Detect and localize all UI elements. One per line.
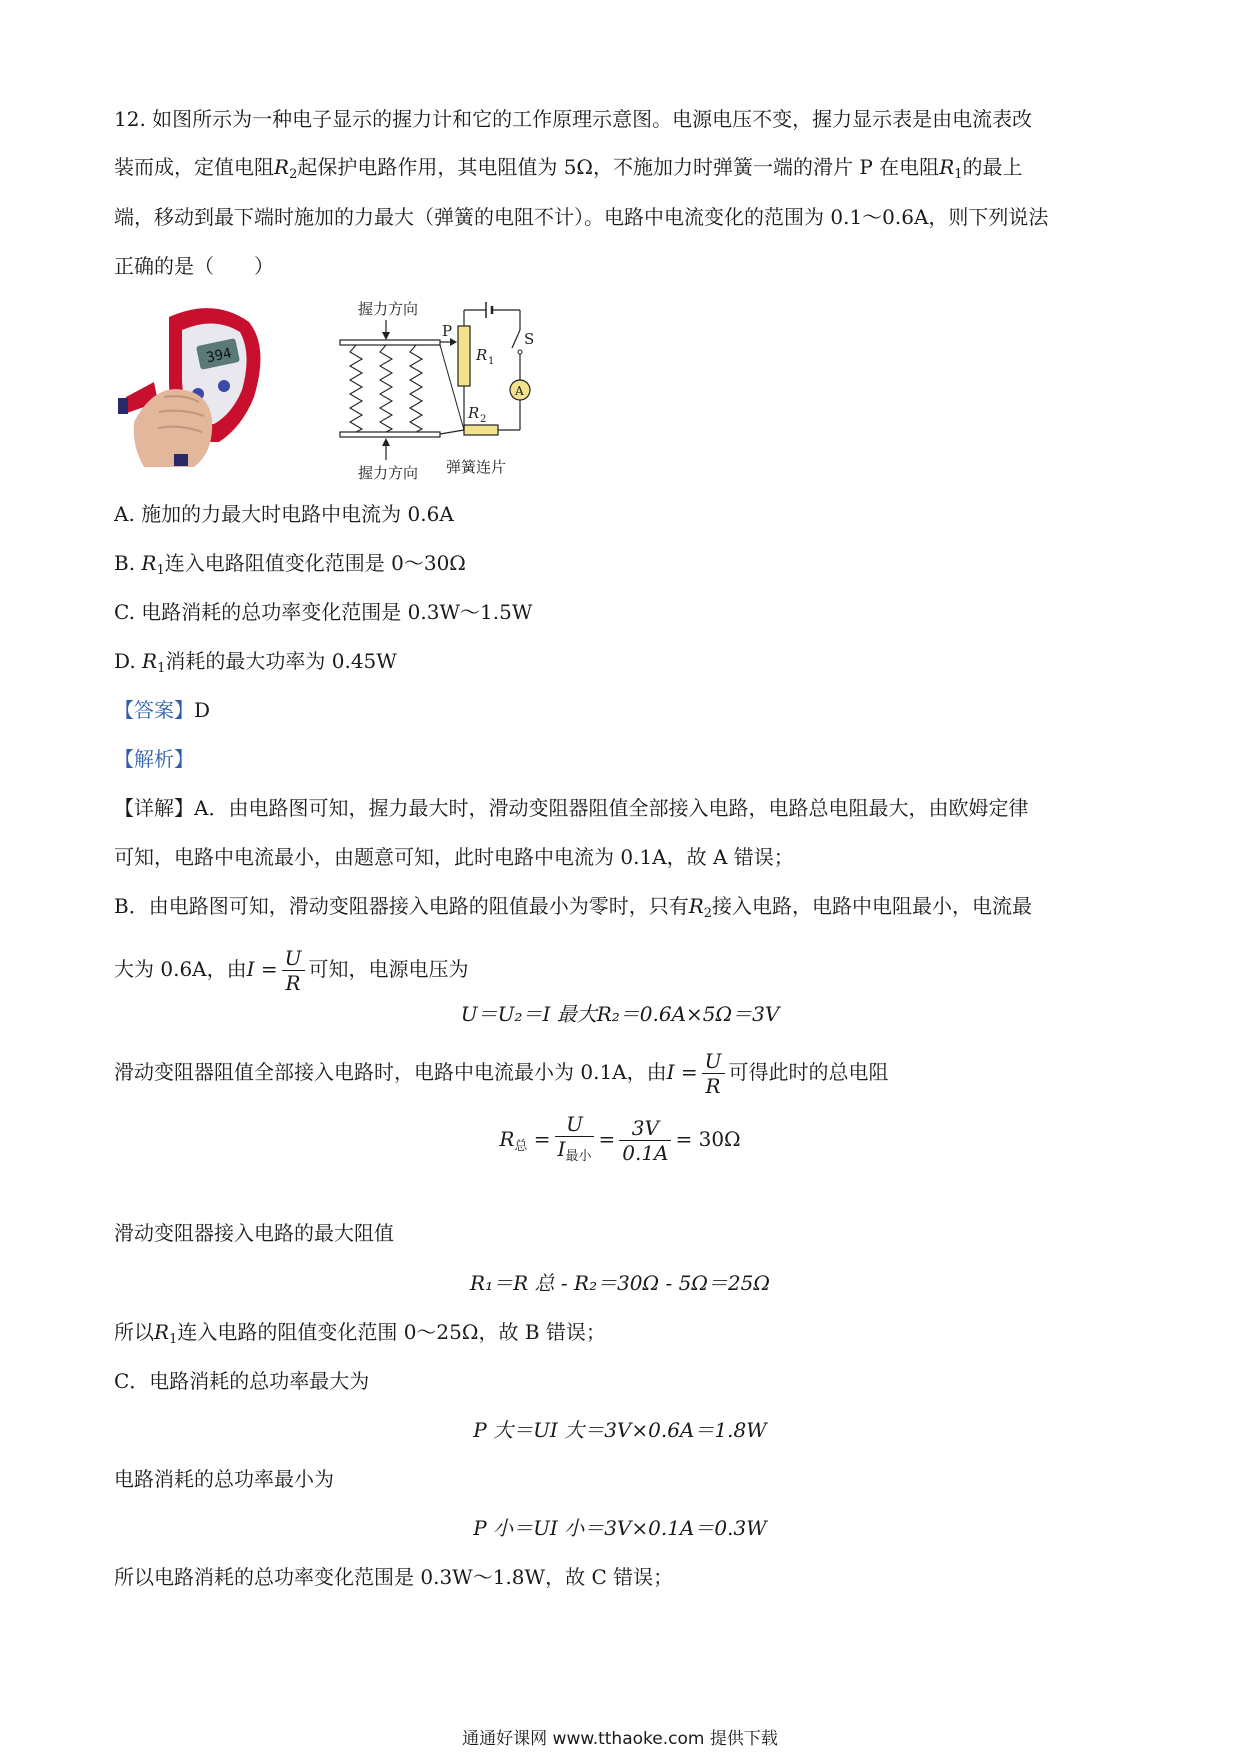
var-r: R (141, 551, 157, 575)
answer-value: D (194, 698, 211, 722)
var-r: R (154, 1320, 170, 1344)
text: 可知，电源电压为 (308, 957, 469, 981)
equation-3: R₁＝R 总 - R₂＝30Ω - 5Ω＝25Ω (470, 1271, 770, 1295)
var-r: R (499, 1127, 515, 1151)
var-i: I (557, 1137, 566, 1161)
fraction-u-over-imin (555, 1112, 595, 1169)
fraction-u-over-r (282, 946, 305, 995)
text: 大为 0.6A，由 (114, 957, 247, 981)
var-i: I (666, 1060, 675, 1084)
equals: = (680, 1060, 698, 1084)
text: 的最上 (962, 155, 1023, 179)
force-direction-top-label: 握力方向 (358, 300, 419, 318)
equation-4: P 大＝UI 大＝3V×0.6A＝1.8W (473, 1418, 767, 1442)
option-b (114, 549, 466, 585)
den: R (705, 1074, 721, 1098)
answer-tag: 【答案】 (114, 698, 194, 722)
num: U (555, 1112, 595, 1137)
detail-b-line-1 (114, 892, 1032, 928)
text: B．由电路图可知，滑动变阻器接入电路的阻值最小为零时，只有 (114, 894, 689, 918)
var-i: I (246, 957, 255, 981)
r1-sub: 1 (488, 356, 495, 367)
equation-2 (0, 1112, 1240, 1174)
slider-p-label: P (442, 322, 453, 340)
sub: 总 (514, 1139, 528, 1154)
sub: 1 (954, 167, 963, 182)
num: 3V (619, 1116, 671, 1141)
den: 0.1A (622, 1141, 669, 1165)
ammeter-a-label: A (515, 384, 524, 398)
equals: = (598, 1127, 616, 1151)
sub: 1 (157, 661, 166, 676)
detail-a-line-1 (114, 794, 1028, 822)
text: B. (114, 551, 142, 575)
text: 消耗的最大功率为 0.45W (165, 649, 397, 673)
question-line-3: 端，移动到最下端时施加的力最大（弹簧的电阻不计）。电路中电流变化的范围为 0.1～0.6A，则下列说法 (114, 205, 1049, 229)
detail-c-line-1: C．电路消耗的总功率最大为 (114, 1369, 370, 1393)
var-r: R (142, 649, 158, 673)
var-r: R (688, 894, 704, 918)
switch-s-label: S (524, 330, 535, 348)
text: 连入电路的阻值变化范围 0～25Ω，故 B 错误； (177, 1320, 606, 1344)
text: 起保护电路作用，其电阻值为 5Ω，不施加力时弹簧一端的滑片 P 在电阻 (297, 155, 940, 179)
circuit-diagram (336, 300, 566, 484)
text: 所以 (114, 1320, 154, 1344)
footer-watermark: 通通好课网 www.tthaoke.com 提供下载 (462, 1729, 778, 1749)
text: A．由电路图可知，握力最大时，滑动变阻器阻值全部接入电路，电路总电阻最大，由欧姆定律 (194, 796, 1029, 820)
text: D. (114, 649, 143, 673)
sub: 1 (169, 1332, 178, 1347)
var-r: R (939, 155, 955, 179)
var-r: R (274, 155, 290, 179)
equation-5: P 小＝UI 小＝3V×0.1A＝0.3W (473, 1516, 767, 1540)
sub: 2 (289, 167, 298, 182)
text: 可得此时的总电阻 (728, 1060, 889, 1084)
den: R (285, 971, 301, 995)
r2-label: R (468, 404, 480, 422)
question-line-4: 正确的是（ ） (114, 254, 274, 278)
text: 接入电路，电路中电阻最小，电流最 (712, 894, 1033, 918)
den (555, 1137, 595, 1169)
text: 连入电路阻值变化范围是 0～30Ω (164, 551, 466, 575)
detail-tag: 【详解】 (114, 796, 194, 820)
analysis-tag: 【解析】 (114, 747, 194, 771)
sub: 最小 (565, 1149, 592, 1164)
detail-a-line-2: 可知，电路中电流最小，由题意可知，此时电路中电流为 0.1A，故 A 错误； (114, 845, 794, 869)
text: 装而成，定值电阻 (114, 155, 274, 179)
answer (114, 696, 210, 724)
option-a: A. 施加的力最大时电路中电流为 0.6A (114, 502, 454, 526)
question-line-1: 12. 如图所示为一种电子显示的握力计和它的工作原理示意图。电源电压不变，握力显示表是由电流表改 (114, 107, 1033, 131)
detail-b-line-3 (114, 1045, 889, 1099)
num: U (702, 1049, 725, 1074)
equals: = (260, 957, 278, 981)
display-reading: 394 (205, 345, 234, 367)
grip-dynamometer-photo (114, 302, 274, 472)
r1-label: R (476, 346, 488, 364)
fraction-3v-over-01a (619, 1116, 671, 1165)
option-c: C. 电路消耗的总功率变化范围是 0.3W～1.5W (114, 600, 533, 624)
detail-b-line-4: 滑动变阻器接入电路的最大阻值 (114, 1221, 394, 1245)
spring-connector-label: 弹簧连片 (446, 458, 507, 476)
force-direction-bottom-label: 握力方向 (358, 464, 419, 482)
sub: 1 (156, 563, 165, 578)
rhs: = 30Ω (675, 1127, 741, 1151)
num: U (282, 946, 305, 971)
sub: 2 (703, 906, 713, 921)
option-d (114, 647, 397, 683)
question-line-2 (114, 153, 1023, 189)
equals: = (533, 1127, 551, 1151)
r2-sub: 2 (480, 414, 487, 425)
fraction-u-over-r (702, 1049, 725, 1098)
detail-c-line-2: 电路消耗的总功率最小为 (114, 1467, 334, 1491)
detail-c-line-3: 所以电路消耗的总功率变化范围是 0.3W～1.8W，故 C 错误； (114, 1565, 674, 1589)
detail-b-line-2 (114, 942, 469, 996)
detail-b-line-5 (114, 1318, 606, 1354)
text: 滑动变阻器阻值全部接入电路时，电路中电流最小为 0.1A，由 (114, 1060, 667, 1084)
equation-1: U＝U₂＝I 最大R₂＝0.6A×5Ω＝3V (460, 1002, 780, 1026)
